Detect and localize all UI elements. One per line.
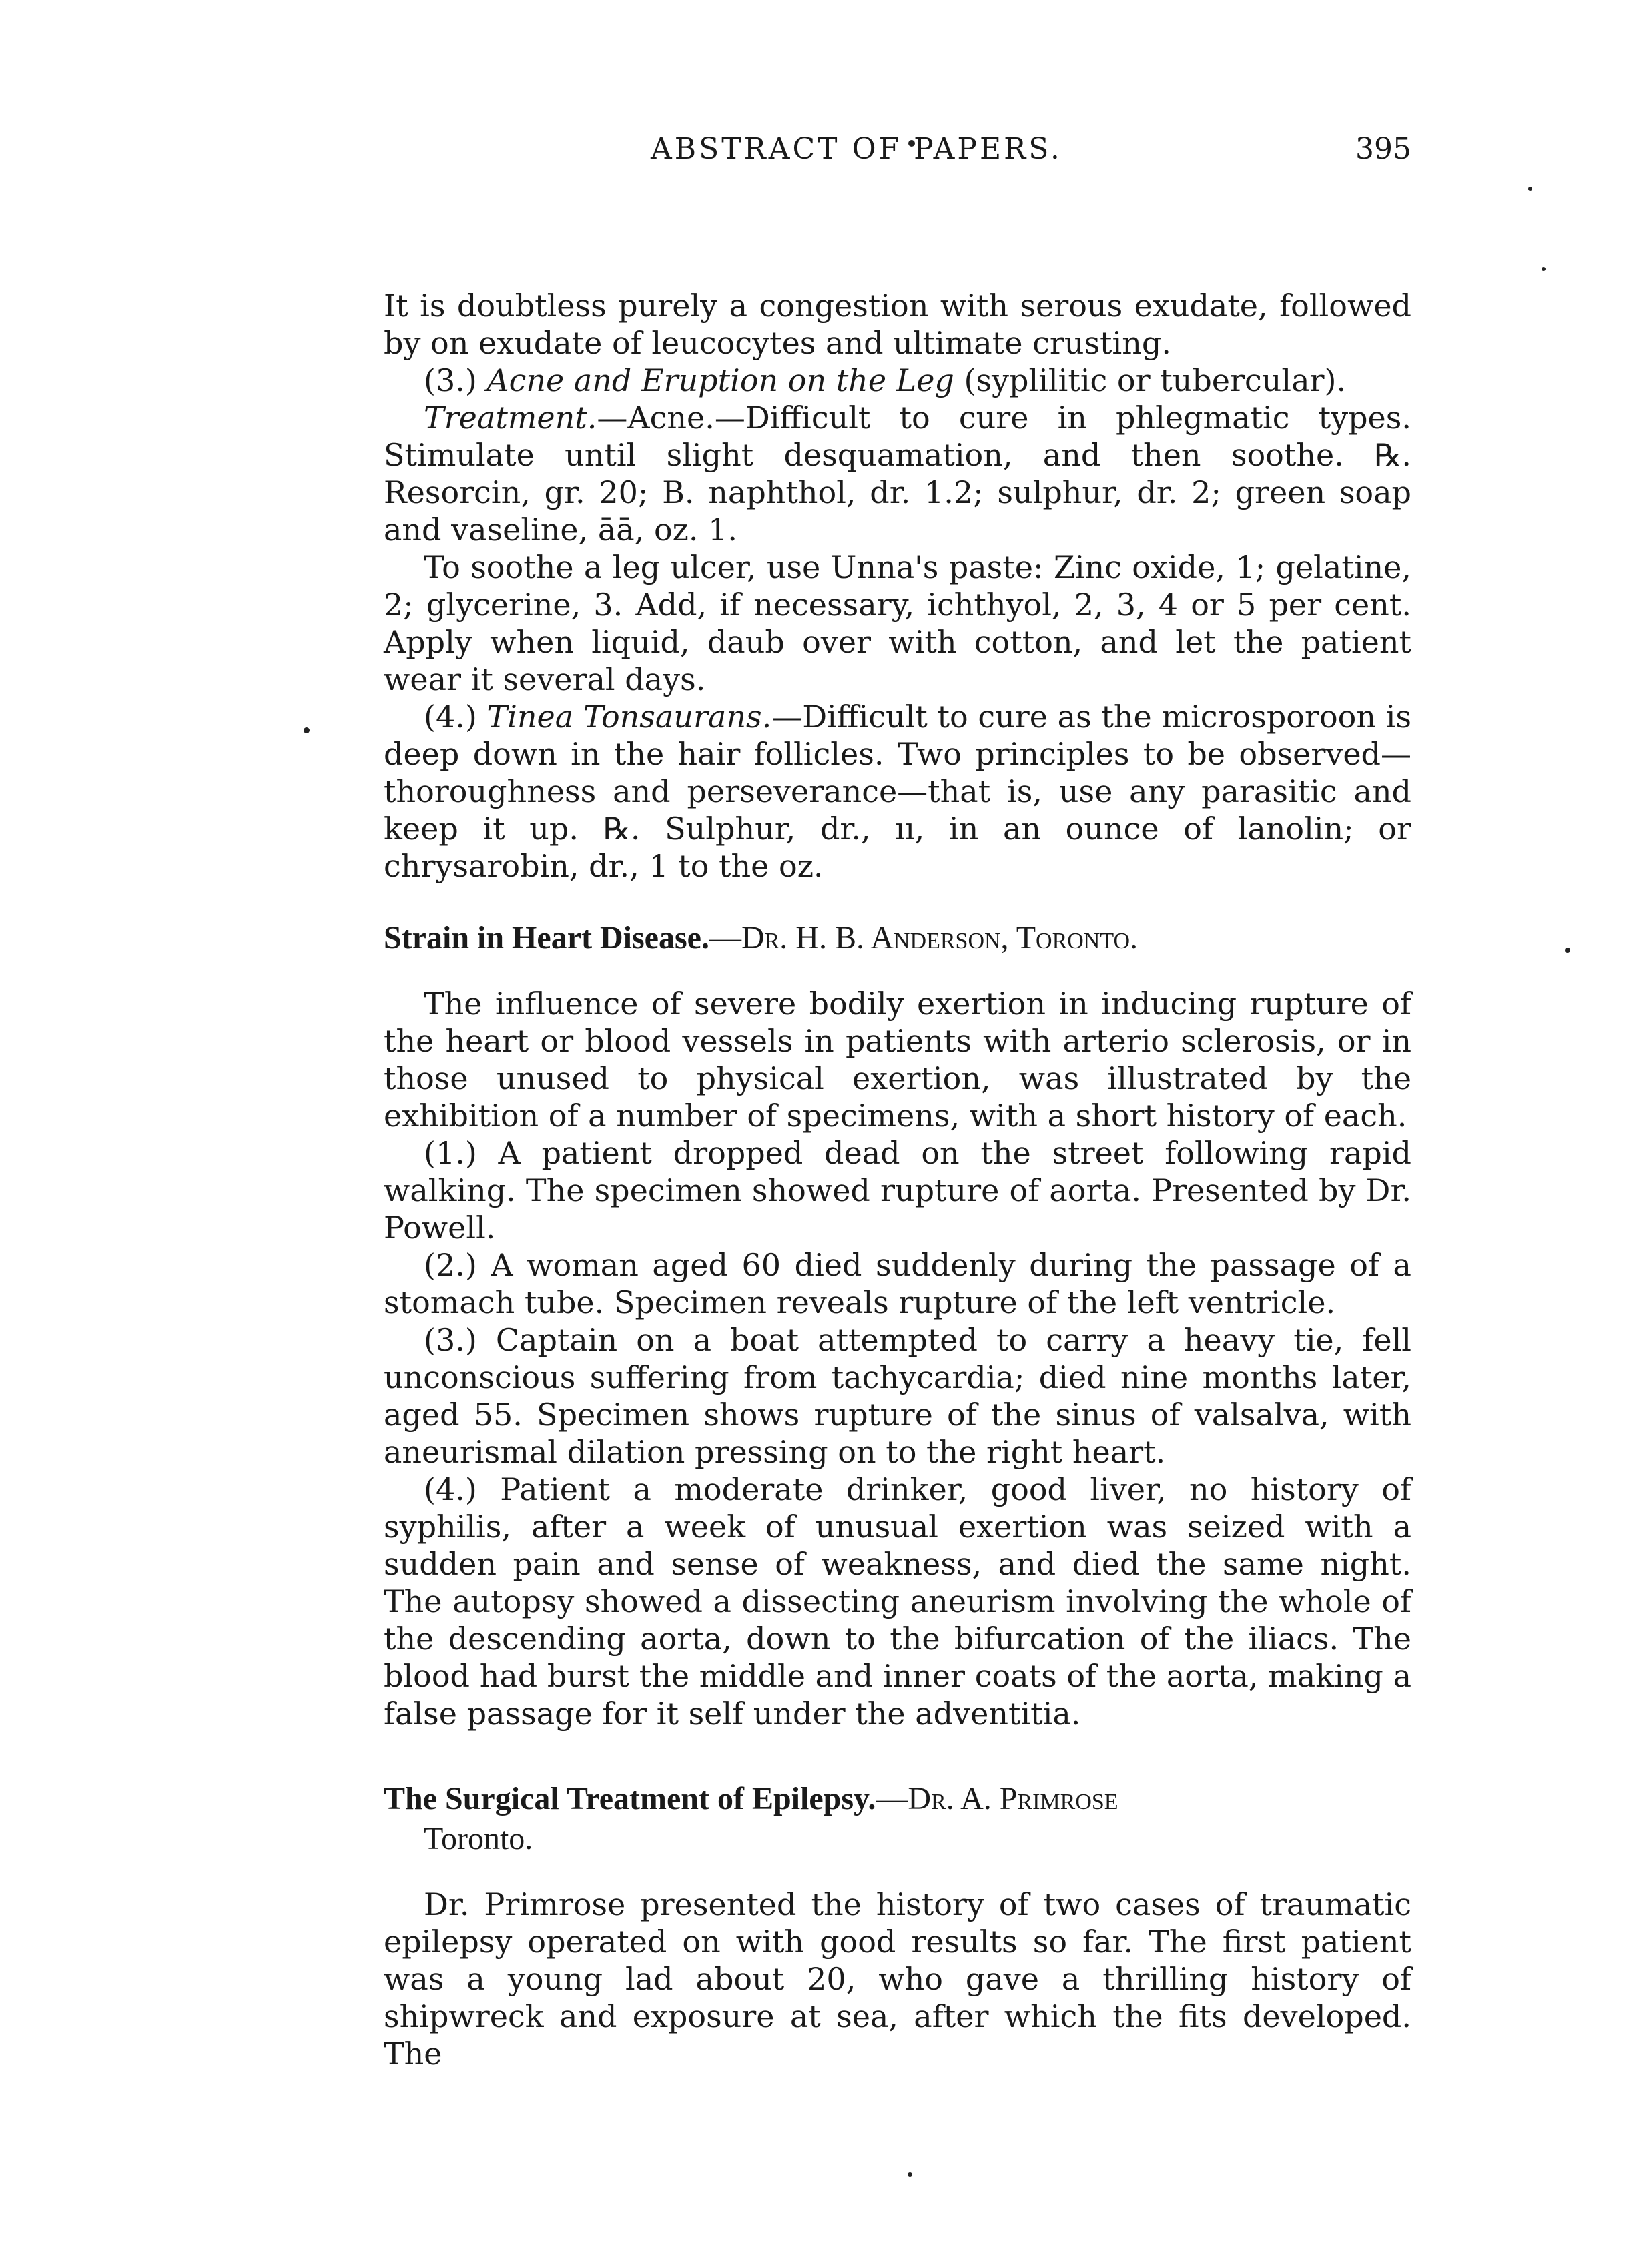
paragraph xyxy=(384,399,1411,548)
heading-title: Strain in Heart Disease. xyxy=(384,920,709,956)
paragraph: The influence of severe bodily exertion in inducing rupture of the heart or blood vessels in patients with arterio sclerosis, or in those unused to physical exertion, was illustrated by the exhibition of a number of specimens, with a short history of each. xyxy=(384,986,1411,1134)
page-number: 395 xyxy=(1355,132,1411,166)
paragraph: (1.) A patient dropped dead on the street following rapid walking. The specimen showed rupture of aorta. Presented by Dr. Powell. xyxy=(384,1135,1411,1246)
heading-author-city: Toronto. xyxy=(424,1821,533,1856)
paragraph: (2.) A woman aged 60 died suddenly during the passage of a stomach tube. Specimen reveals rupture of the left ventricle. xyxy=(384,1247,1411,1320)
section-heading xyxy=(384,918,1411,958)
paragraph: To soothe a leg ulcer, use Unna's paste: Zinc oxide, 1; gelatine, 2; glycerine, 3. Add, if necessary, ichthyol, 2, 3, 4 or 5 per cent. Apply when liquid, daub over with cotton, and let the patient wear it several days. xyxy=(384,549,1411,697)
heading-author: —Dr. H. B. Anderson, Toronto. xyxy=(709,920,1139,956)
paragraph: Dr. Primrose presented the history of two cases of traumatic epilepsy operated on with good results so far. The first patient was a young lad about 20, who gave a thrilling history of shipwreck and exposure at sea, after which the fits developed. The xyxy=(384,1886,1411,2072)
paragraph xyxy=(384,698,1411,885)
item-text: —Acne.—Difficult to cure in phlegmatic types. Stimulate until slight desquamation, and then soothe. ℞. Resorcin, gr. 20; B. naphthol, dr. 1.2; sulphur, dr. 2; green soap and vaseline, āā, oz. 1. xyxy=(384,400,1411,548)
paragraph xyxy=(384,362,1411,399)
print-speck xyxy=(908,2172,912,2177)
item-number: (4.) xyxy=(424,699,477,735)
item-text: —Difficult to cure as the microsporoon is deep down in the hair follicles. Two principles to be observed—thoroughness and perseverance—that is, use any parasitic and keep it up. ℞. Sulphur, dr., ıı, in an ounce of lanolin; or chrysarobin, dr., 1 to the oz. xyxy=(384,699,1411,884)
item-title: Acne and Eruption on the Leg xyxy=(486,362,954,398)
page-body xyxy=(384,287,1411,2072)
paragraph: (3.) Captain on a boat attempted to carry a heavy tie, fell unconscious suffering from tachycardia; died nine months later, aged 55. Specimen shows rupture of the sinus of valsalva, with aneurismal dilation pressing on to the right heart. xyxy=(384,1322,1411,1470)
paragraph: It is doubtless purely a congestion with serous exudate, followed by on exudate of leucocytes and ultimate crusting. xyxy=(384,288,1411,361)
print-speck xyxy=(1528,187,1532,191)
item-number: (3.) xyxy=(424,362,477,398)
item-text: (syplilitic or tubercular). xyxy=(964,362,1347,398)
print-speck xyxy=(1565,948,1570,953)
running-title: ABSTRACT OF PAPERS. xyxy=(651,132,1062,166)
section-heading xyxy=(384,1779,1411,1819)
item-title: Tinea Tonsaurans. xyxy=(486,699,772,735)
item-label: Treatment. xyxy=(424,400,597,436)
print-speck xyxy=(304,727,310,733)
print-speck xyxy=(1542,267,1546,271)
paragraph: (4.) Patient a moderate drinker, good liver, no history of syphilis, after a week of unusual exertion was seized with a sudden pain and sense of weakness, and died the same night. The autopsy showed a dissecting aneurism involving the whole of the descending aorta, down to the bifurcation of the iliacs. The blood had burst the middle and inner coats of the aorta, making a false passage for it self under the adventitia. xyxy=(384,1471,1411,1732)
heading-author: —Dr. A. Primrose xyxy=(876,1781,1118,1816)
heading-title: The Surgical Treatment of Epilepsy. xyxy=(384,1781,876,1816)
running-header xyxy=(384,120,1411,187)
